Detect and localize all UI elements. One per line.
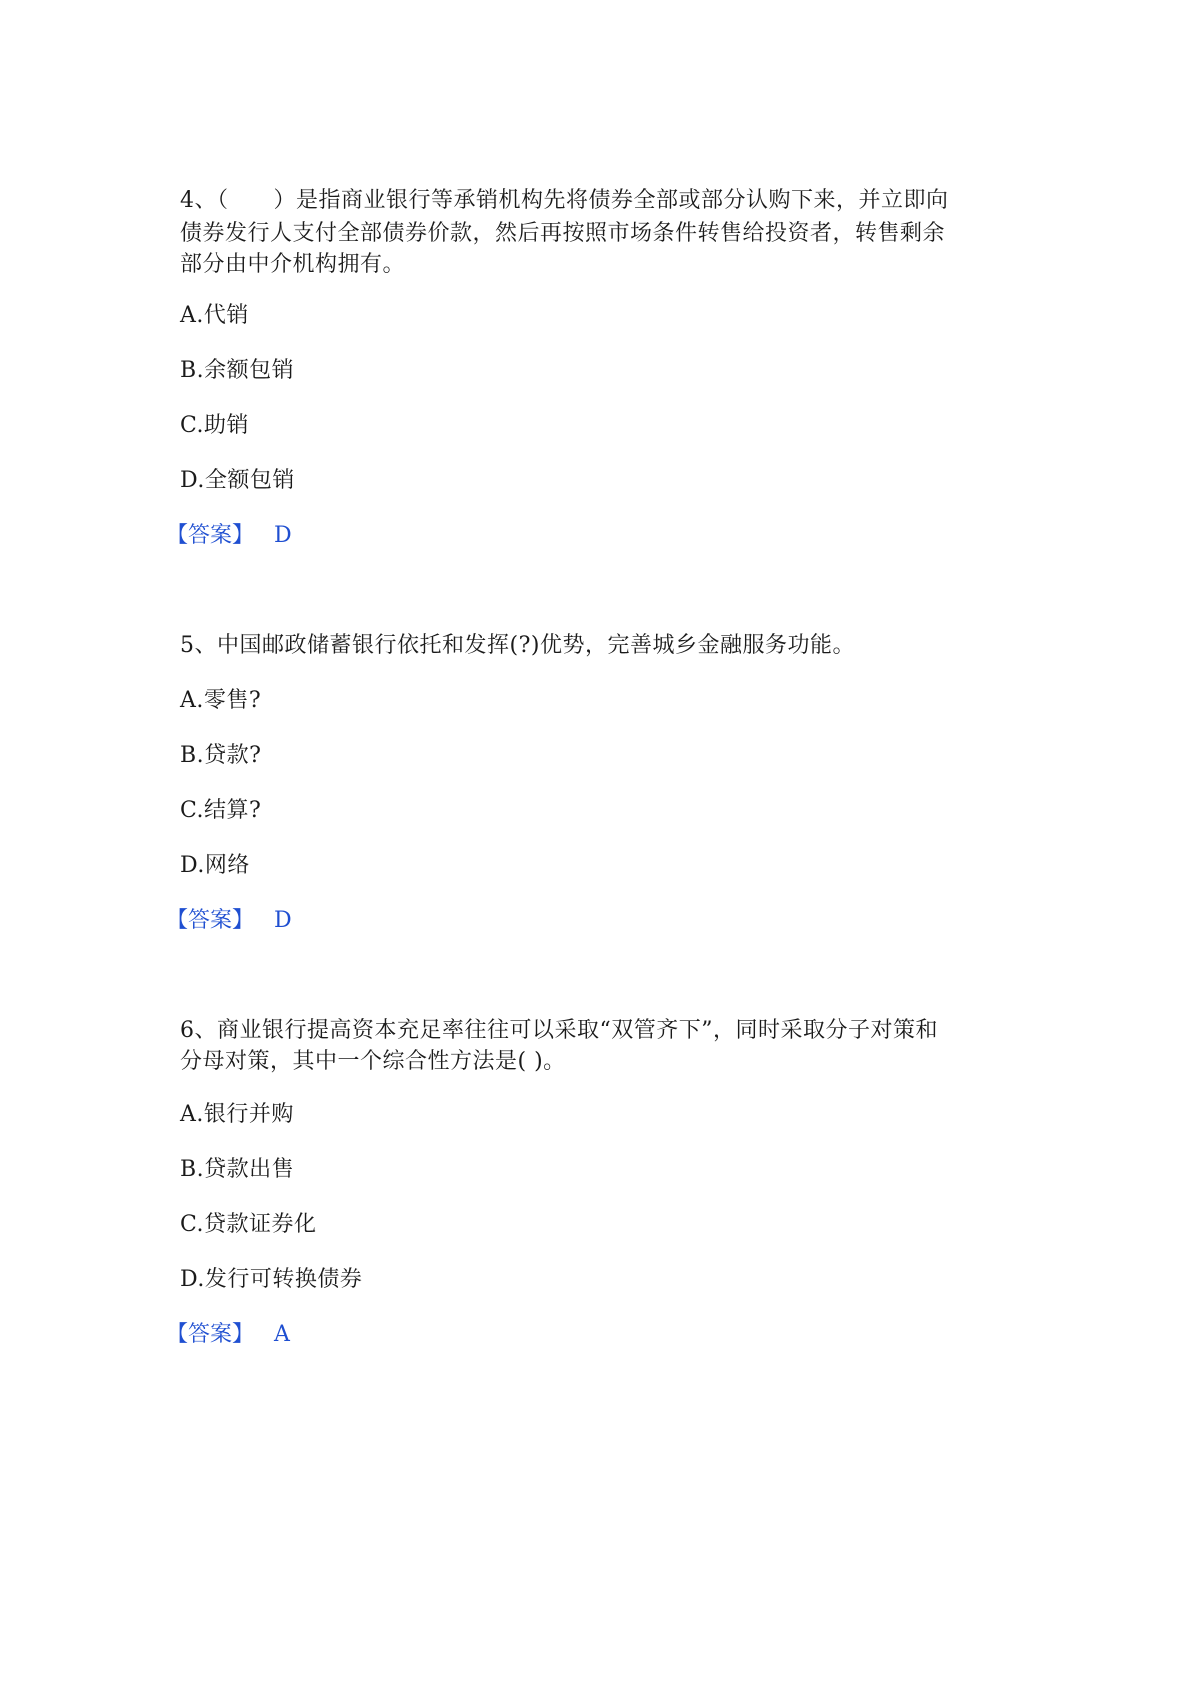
question-stem-line: 债券发行人支付全部债券价款，然后再按照市场条件转售给投资者，转售剩余 — [180, 221, 946, 246]
answer-line — [166, 521, 292, 551]
option-b: B.余额包销 — [180, 358, 295, 383]
answer-label: 【答案】 — [166, 523, 255, 548]
question-stem-line: 部分由中介机构拥有。 — [180, 252, 406, 277]
option-c: C.贷款证券化 — [180, 1212, 317, 1237]
question-stem-line: 分母对策，其中一个综合性方法是( )。 — [180, 1049, 566, 1074]
question-stem-line: 5、中国邮政储蓄银行依托和发挥(?)优势，完善城乡金融服务功能。 — [180, 633, 855, 658]
option-b: B.贷款? — [180, 743, 262, 768]
option-d: D.全额包销 — [180, 468, 295, 493]
option-b: B.贷款出售 — [180, 1157, 295, 1182]
option-a: A.零售? — [180, 688, 262, 713]
option-c: C.助销 — [180, 413, 250, 438]
answer-value: D — [274, 523, 292, 548]
option-d: D.发行可转换债券 — [180, 1267, 363, 1292]
answer-line — [166, 1320, 290, 1350]
option-a: A.代销 — [180, 303, 249, 328]
question-stem-line: 4、（ ）是指商业银行等承销机构先将债券全部或部分认购下来，并立即向 — [180, 188, 949, 213]
answer-label: 【答案】 — [166, 1322, 255, 1347]
answer-line — [166, 906, 292, 936]
answer-value: D — [274, 908, 292, 933]
option-d: D.网络 — [180, 853, 250, 878]
answer-label: 【答案】 — [166, 908, 255, 933]
option-a: A.银行并购 — [180, 1102, 294, 1127]
option-c: C.结算? — [180, 798, 262, 823]
answer-value: A — [274, 1322, 290, 1347]
question-stem-line: 6、商业银行提高资本充足率往往可以采取“双管齐下”，同时采取分子对策和 — [180, 1018, 938, 1043]
